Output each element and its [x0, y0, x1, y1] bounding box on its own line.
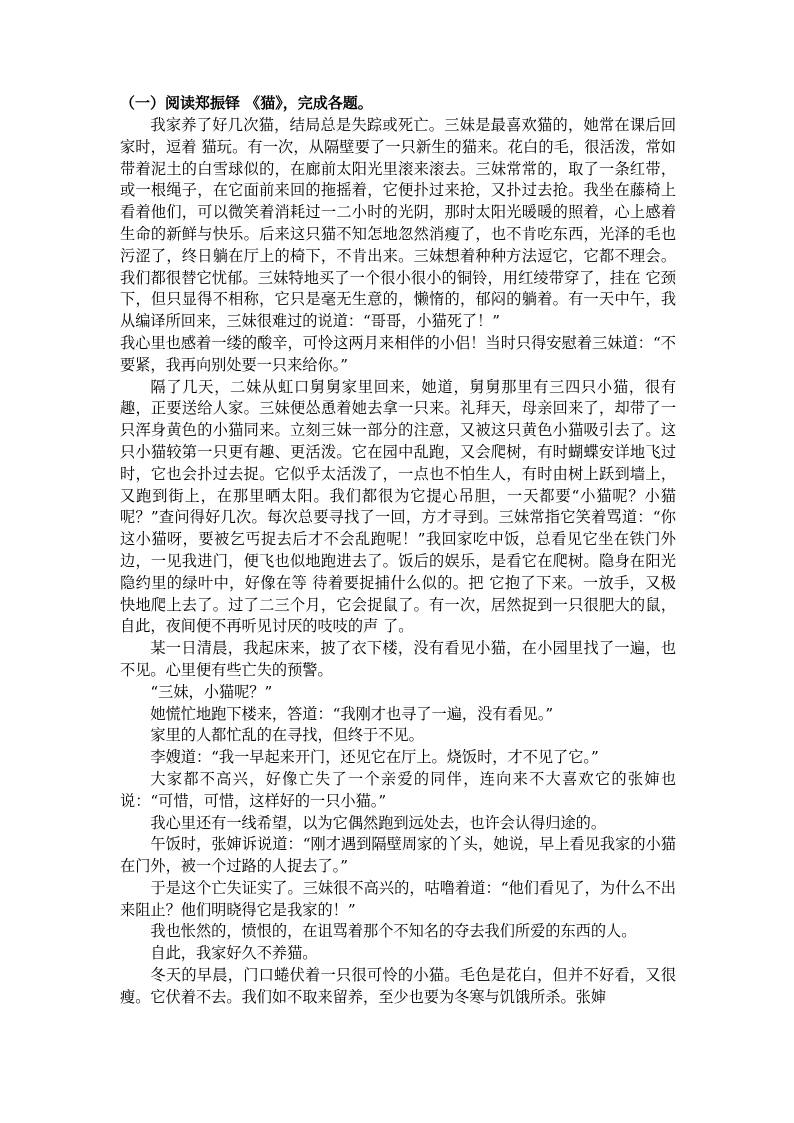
paragraph: 午饭时，张婶诉说道：“刚才遇到隔壁周家的丫头，她说，早上看见我家的小猫在门外，被一个过路的人捉去了。” [120, 835, 676, 876]
paragraph: 于是这个亡失证实了。三妹很不高兴的，咕噜着道：“他们看见了，为什么不出来阻止？他们明晓得它是我家的！” [120, 878, 676, 919]
section-title: （一）阅读郑振铎 《猫》，完成各题。 [120, 94, 373, 112]
paragraph: 我也怅然的，愤恨的，在诅骂着那个不知名的夺去我们所爱的东西的人。 [150, 922, 637, 941]
paragraph: 我心里也感着一缕的酸辛，可怜这两月来相伴的小侣！当时只得安慰着三妹道：“不要紧，我再向别处要一只来给你。” [120, 333, 676, 374]
paragraph: 大家都不高兴，好像亡失了一个亲爱的同伴，连向来不大喜欢它的张婶也说：“可惜，可惜，这样好的一只小猫。” [120, 769, 676, 810]
paragraph: 自此，我家好久不养猫。 [150, 944, 318, 963]
paragraph: 她慌忙地跑下楼来，答道：“我刚才也寻了一遍，没有看见。” [150, 704, 554, 723]
paragraph: 冬天的早晨，门口蜷伏着一只很可怜的小猫。毛色是花白，但并不好看，又很瘦。它伏着不去。我们如不取来留养，至少也要为冬寒与饥饿所杀。张婶 [120, 966, 676, 1006]
document-body [120, 92, 676, 1009]
paragraph: 李嫂道：“我一早起来开门，还见它在厅上。烧饭时，才不见了它。” [150, 748, 599, 767]
paragraph: 家里的人都忙乱的在寻找，但终于不见。 [150, 726, 424, 745]
paragraph: 隔了几天，二妹从虹口舅舅家里回来，她道，舅舅那里有三四只小猫，很有趣，正要送给人家。三妹便怂恿着她去拿一只来。礼拜天，母亲回来了，却带了一只浑身黄色的小猫同来。立刻三妹一部分的注意，又被这只黄色小猫吸引去了。这只小猫较第一只更有趣、更活泼。它在园中乱跑，又会爬树，有时蝴蝶安详地飞过时，它也会扑过去捉。它似乎太活泼了，一点也不怕生人，有时由树上跃到墙上，又跑到街上，在那里晒太阳。我们都很为它提心吊胆，一天都要“小猫呢？小猫呢？”查问得好几次。每次总要寻找了一回，方才寻到。三妹常指它笑着骂道：“你这小猫呀，要被乞丐捉去后才不会乱跑呢！”我回家吃中饭，总看见它坐在铁门外边，一见我进门，便飞也似地跑进去了。饭后的娱乐，是看它在爬树。隐身在阳光隐约里的绿叶中，好像在等 待着要捉捕什么似的。把 它抱了下来。一放手，又极快地爬上去了。过了二三个月，它会捉鼠了。有一次，居然捉到一只很肥大的鼠，自此，夜间便不再听见讨厌的吱吱的声 了。 [120, 377, 676, 636]
paragraph: 我家养了好几次猫，结局总是失踪或死亡。三妹是最喜欢猫的，她常在课后回家时，逗着 猫玩。有一次，从隔壁要了一只新生的猫来。花白的毛，很活泼，常如带着泥土的白雪球似的，在廊前太阳光里滚来滚去。三妹常常的，取了一条红带，或一根绳子，在它面前来回的拖摇着，它便扑过来抢，又扑过去抢。我坐在藤椅上看着他们，可以微笑着消耗过一二小时的光阴，那时太阳光暖暖的照着，心上感着生命的新鲜与快乐。后来这只猫不知怎地忽然消瘦了，也不肯吃东西，光泽的毛也污涩了，终日躺在厅上的椅下，不肯出来。三妹想着种种方法逗它，它都不理会。我们都很替它忧郁。三妹特地买了一个很小很小的铜铃，用红绫带穿了，挂在 它颈下，但只显得不相称，它只是毫无生意的，懒惰的，郁闷的躺着。有一天中午，我从编译所回来，三妹很难过的说道：“哥哥，小猫死了！” [120, 116, 676, 331]
paragraph: 我心里还有一线希望，以为它偶然跑到远处去，也许会认得归途的。 [150, 813, 607, 832]
paragraph: 某一日清晨，我起床来，披了衣下楼，没有看见小猫，在小园里找了一遍，也不见。心里便有些亡失的预警。 [120, 639, 676, 679]
paragraph-list [120, 115, 676, 1009]
paragraph: “三妹，小猫呢？” [150, 682, 273, 701]
